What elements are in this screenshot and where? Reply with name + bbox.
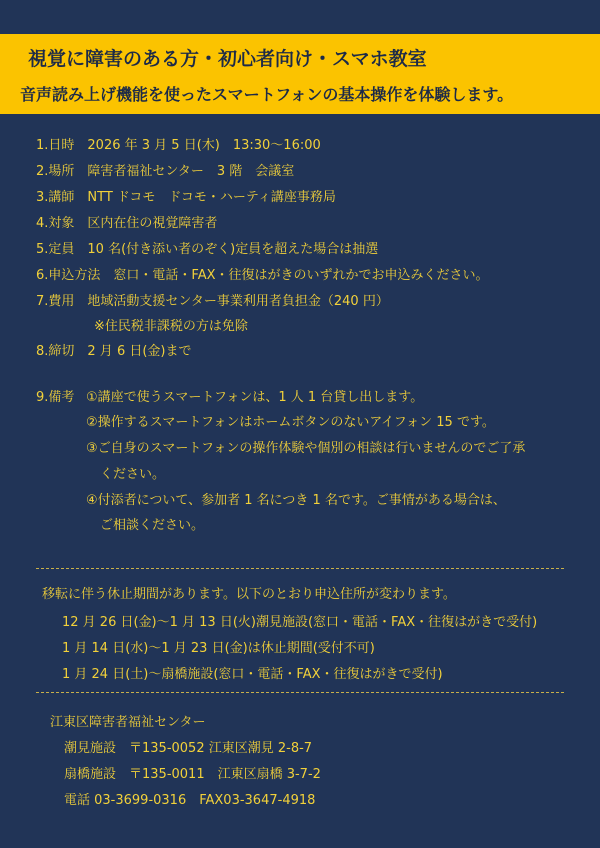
note-item-4-cont: ご相談ください。: [100, 518, 205, 533]
detail-application: 6.申込方法 窓口・電話・FAX・往復はがきのいずれかでお申込みください。: [36, 268, 489, 283]
note-item-2: ②操作するスマートフォンはホームボタンのないアイフォン 15 です。: [86, 415, 495, 430]
closure-intro: 移転に伴う休止期間があります。以下のとおり申込住所が変わります。: [42, 587, 456, 602]
divider-top: [36, 568, 564, 569]
detail-date: 1.日時 2026 年 3 月 5 日(木) 13:30～16:00: [36, 138, 321, 153]
contact-phone-fax: 電話 03-3699-0316 FAX03-3647-4918: [64, 793, 316, 808]
detail-deadline: 8.締切 2 月 6 日(金)まで: [36, 344, 192, 359]
detail-capacity: 5.定員 10 名(付き添い者のぞく)定員を超えた場合は抽選: [36, 242, 379, 257]
flyer-title: 視覚に障害のある方・初心者向け・スマホ教室: [28, 48, 427, 70]
flyer-subtitle: 音声読み上げ機能を使ったスマートフォンの基本操作を体験します。: [20, 85, 514, 104]
note-item-1: ①講座で使うスマートフォンは、1 人 1 台貸し出します。: [86, 390, 424, 405]
contact-ogibashi: 扇橋施設 〒135-0011 江東区扇橋 3-7-2: [64, 767, 321, 782]
detail-fee: 7.費用 地域活動支援センター事業利用者負担金（240 円）: [36, 294, 389, 309]
closure-period-3: 1 月 24 日(土)～扇橋施設(窓口・電話・FAX・往復はがきで受付): [62, 667, 443, 682]
contact-shiomi: 潮見施設 〒135-0052 江東区潮見 2-8-7: [64, 741, 313, 756]
title-banner: [0, 34, 600, 114]
note-item-3-cont: ください。: [100, 467, 166, 482]
detail-instructor: 3.講師 NTT ドコモ ドコモ・ハーティ講座事務局: [36, 190, 336, 205]
detail-place: 2.場所 障害者福祉センター 3 階 会議室: [36, 164, 295, 179]
closure-period-1: 12 月 26 日(金)～1 月 13 日(火)潮見施設(窓口・電話・FAX・往復はがきで受付): [62, 615, 538, 630]
closure-period-2: 1 月 14 日(水)～1 月 23 日(金)は休止期間(受付不可): [62, 641, 375, 656]
contact-org: 江東区障害者福祉センター: [50, 715, 206, 730]
detail-target: 4.対象 区内在住の視覚障害者: [36, 216, 218, 231]
note-item-4: ④付添者について、参加者 1 名につき 1 名です。ご事情がある場合は、: [86, 493, 506, 508]
note-item-3: ③ご自身のスマートフォンの操作体験や個別の相談は行いませんのでご了承: [86, 441, 526, 456]
detail-fee-note: ※住民税非課税の方は免除: [94, 319, 248, 334]
notes-label: 9.備考: [36, 390, 75, 405]
divider-bottom: [36, 692, 564, 693]
